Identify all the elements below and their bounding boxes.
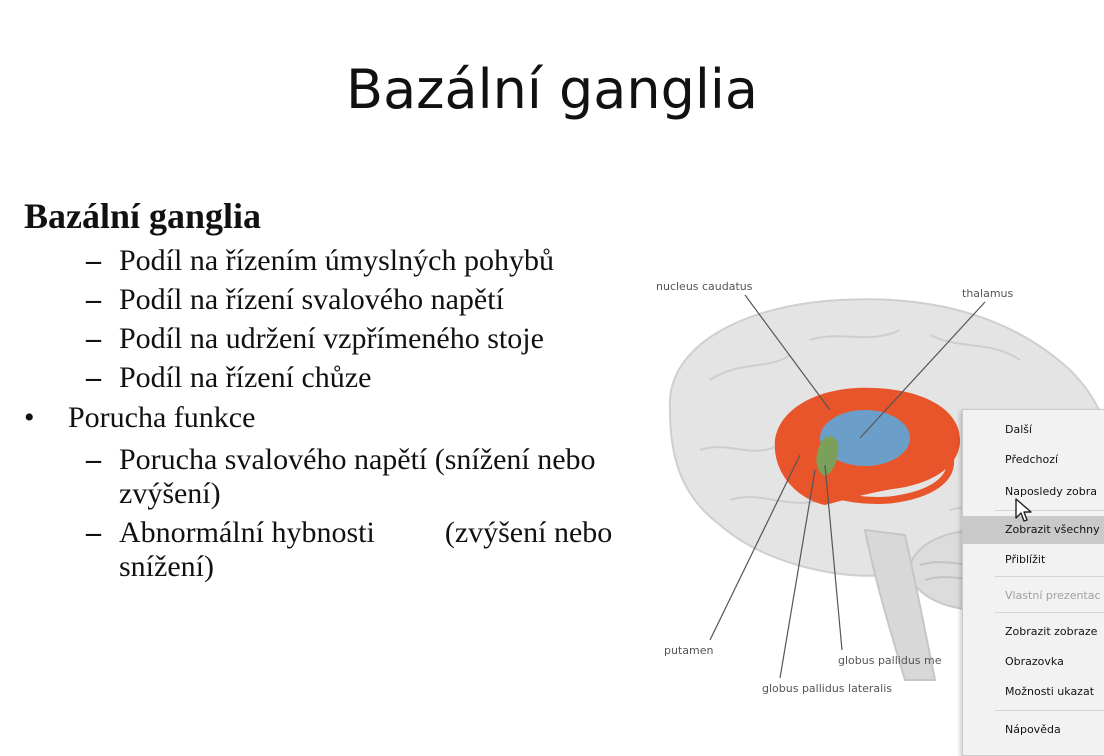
bullet-icon: • xyxy=(24,401,35,434)
menu-separator xyxy=(995,612,1104,613)
menu-separator xyxy=(995,510,1104,511)
label-putamen: putamen xyxy=(664,644,714,657)
list-item: – Porucha svalového napětí (snížení nebo zvýšení) xyxy=(86,443,596,510)
slide-body xyxy=(24,196,644,589)
menu-item-pointer-options[interactable]: Možnosti ukazat xyxy=(1005,685,1095,698)
menu-item-screen[interactable]: Obrazovka xyxy=(1005,655,1064,668)
menu-item-custom-show: Vlastní prezentac xyxy=(1005,589,1101,602)
list-item: – Podíl na řízení chůze xyxy=(86,361,372,394)
menu-item-presenter-view[interactable]: Zobrazit zobraze xyxy=(1005,625,1098,638)
menu-separator xyxy=(995,576,1104,577)
menu-item-next[interactable]: Další xyxy=(1005,423,1033,436)
label-globus-pallidus-medialis: globus pallidus me xyxy=(838,654,942,667)
label-globus-pallidus-lateralis: globus pallidus lateralis xyxy=(762,682,893,695)
mouse-cursor-icon xyxy=(1015,498,1033,524)
menu-item-last-viewed[interactable]: Naposledy zobra xyxy=(1005,485,1097,498)
list-item: – Podíl na řízením úmyslných pohybů xyxy=(86,244,554,277)
menu-item-previous[interactable]: Předchozí xyxy=(1005,453,1059,466)
bullet-item: • Porucha funkce xyxy=(24,401,256,434)
section-heading: Bazální ganglia xyxy=(24,196,262,236)
label-thalamus: thalamus xyxy=(962,287,1014,300)
menu-item-show-all-slides[interactable]: Zobrazit všechny xyxy=(963,516,1104,544)
list-item: – Podíl na řízení svalového napětí xyxy=(86,283,504,316)
list-item: – Podíl na udržení vzpřímeného stoje xyxy=(86,322,544,355)
list-item: – Abnormální hybnosti (zvýšení nebo snížení) xyxy=(86,516,613,583)
context-menu xyxy=(962,409,1104,756)
menu-item-help[interactable]: Nápověda xyxy=(1005,723,1061,736)
menu-separator xyxy=(995,710,1104,711)
label-nucleus-caudatus: nucleus caudatus xyxy=(656,280,753,293)
menu-item-zoom-in[interactable]: Přiblížit xyxy=(1005,553,1046,566)
slide-title: Bazální ganglia xyxy=(346,58,758,121)
